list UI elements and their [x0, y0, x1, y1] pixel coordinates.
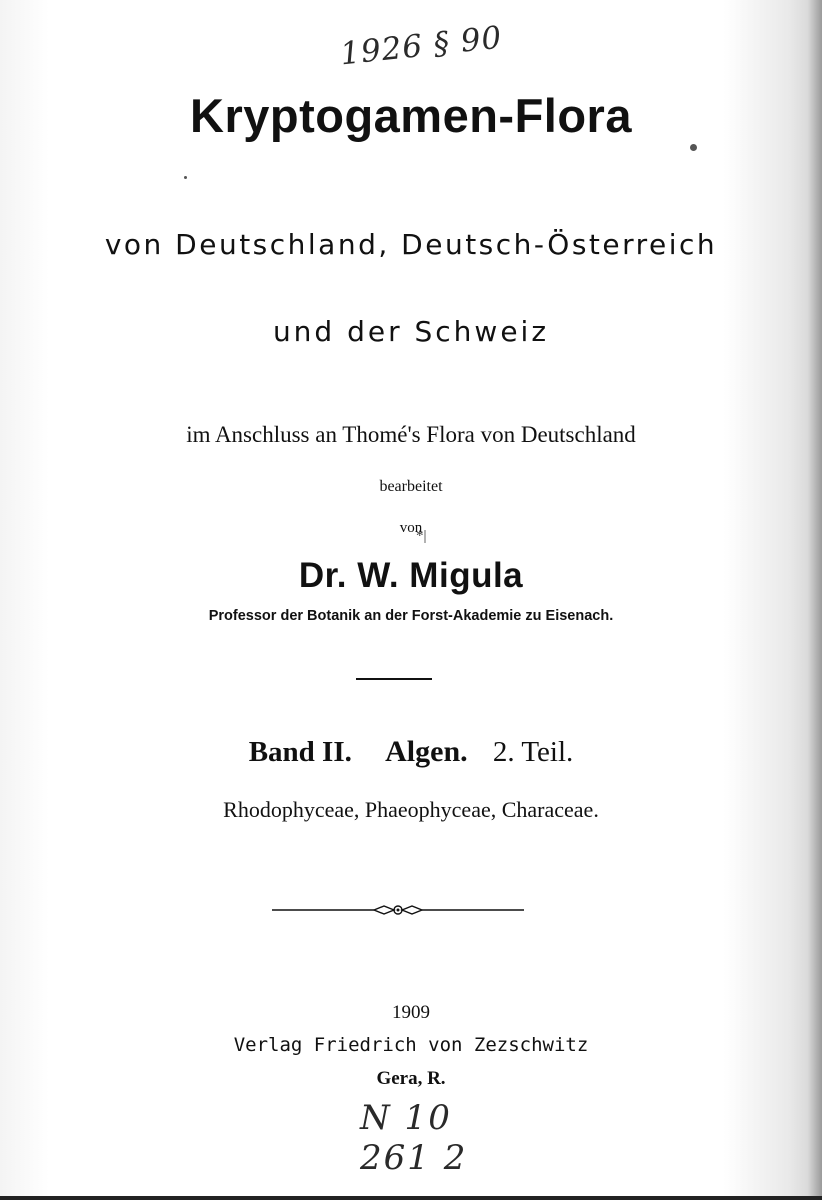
volume-part: 2. Teil. — [492, 736, 574, 768]
subtitle-line-2: und der Schweiz — [272, 315, 550, 348]
handwritten-shelf-mark-1: N 10 — [360, 1098, 452, 1138]
ornamental-divider — [270, 900, 526, 920]
connection-note: im Anschluss an Thomé's Flora von Deutschland — [186, 422, 636, 447]
volume-line — [0, 735, 822, 769]
ink-speck — [690, 144, 697, 151]
author-affiliation: Professor der Botanik an der Forst-Akademie zu Eisenach. — [208, 608, 614, 624]
edited-label: bearbeitet — [379, 478, 443, 495]
publication-year: 1909 — [392, 1002, 430, 1023]
algae-groups: Rhodophyceae, Phaeophyceae, Characeae. — [223, 797, 599, 822]
ink-speck — [184, 176, 187, 179]
book-title: Kryptogamen-Flora — [190, 89, 632, 142]
subtitle-line-1: von Deutschland, Deutsch-Österreich — [104, 228, 718, 261]
pencil-mark: *| — [416, 528, 427, 544]
publication-city: Gera, R. — [376, 1068, 446, 1089]
divider-rule — [356, 678, 432, 680]
page-bottom-edge — [0, 1196, 822, 1200]
volume-band: Band II. — [248, 736, 352, 768]
publisher: Verlag Friedrich von Zezschwitz — [233, 1034, 589, 1056]
handwritten-shelf-mark-2: 261 2 — [360, 1138, 468, 1178]
by-label: von — [399, 520, 423, 536]
author-name: Dr. W. Migula — [298, 556, 524, 595]
handwritten-accession-number: 1926 § 90 — [338, 19, 504, 73]
volume-subject: Algen. — [385, 735, 468, 768]
